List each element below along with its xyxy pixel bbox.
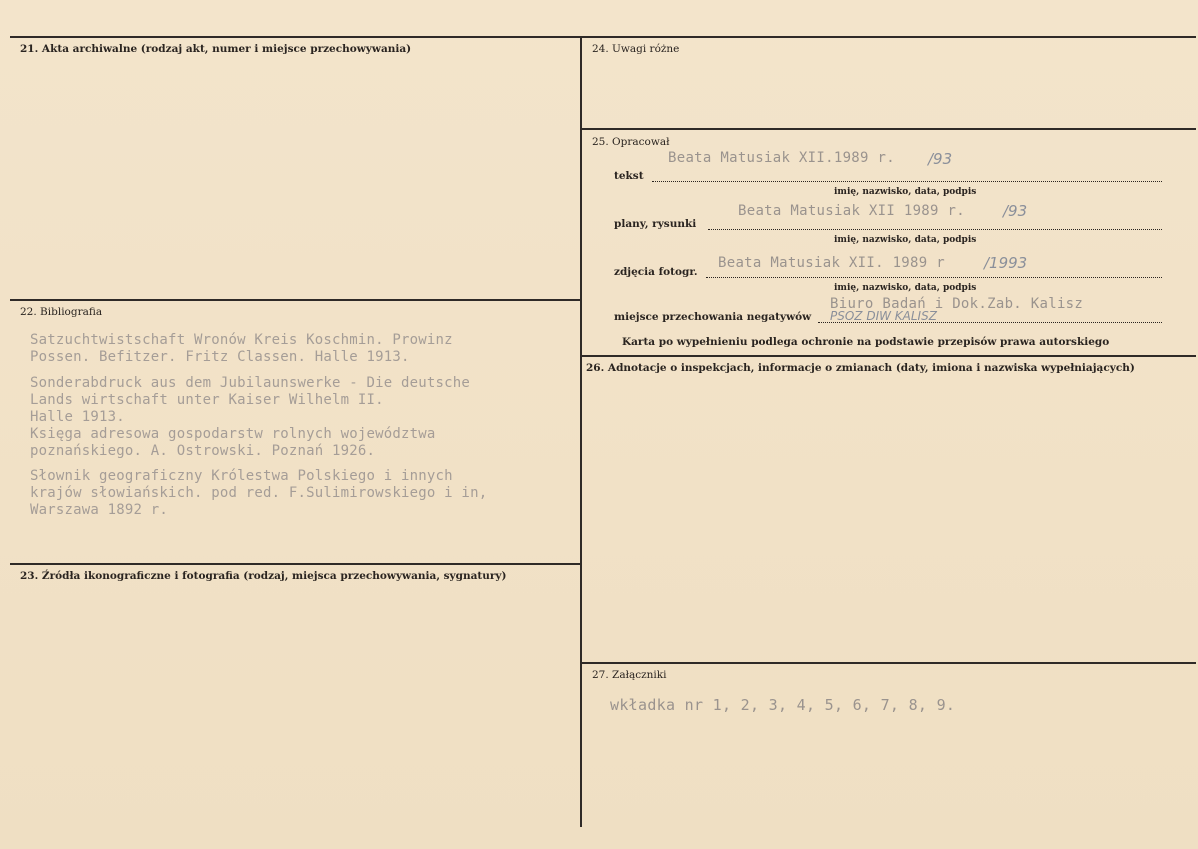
bibliography-line: Sonderabdruck aus dem Jubilaunswerke - Die deutsche [30, 375, 471, 391]
zdjecia-value: Beata Matusiak XII. 1989 r [718, 255, 945, 271]
section-22-title: 22. Bibliografia [20, 306, 103, 318]
plany-handwritten: /93 [1003, 202, 1028, 220]
rule-24-25 [582, 128, 1196, 130]
bibliography-line: Księga adresowa gospodarstw rolnych województwa [30, 426, 436, 442]
bibliography-line: Lands wirtschaft unter Kaiser Wilhelm II. [30, 392, 384, 408]
zdjecia-label: zdjęcia fotogr. [614, 266, 698, 278]
copyright-note: Karta po wypełnieniu podlega ochronie na podstawie przepisów prawa autorskiego [622, 336, 1110, 348]
plany-label: plany, rysunki [614, 218, 697, 230]
bibliography-line: Satzuchtwistschaft Wronów Kreis Koschmin. Prowinz [30, 332, 453, 348]
tekst-handwritten: /93 [928, 150, 953, 168]
section-27-title: 27. Załączniki [592, 669, 667, 681]
section-26-title: 26. Adnotacje o inspekcjach, informacje o zmianach (daty, imiona i nazwiska wypełniających) [586, 362, 1135, 374]
section-21-title: 21. Akta archiwalne (rodzaj akt, numer i miejsce przechowywania) [20, 43, 412, 55]
bibliography-line: Possen. Befitzer. Fritz Classen. Halle 1913. [30, 349, 410, 365]
tekst-value: Beata Matusiak XII.1989 r. [668, 150, 895, 166]
miejsce-value: Biuro Badań i Dok.Zab. Kalisz [830, 296, 1084, 312]
top-rule [10, 36, 1196, 38]
zdjecia-caption: imię, nazwisko, data, podpis [834, 283, 977, 293]
rule-26-27 [582, 662, 1196, 664]
section-23-title: 23. Źródła ikonograficzne i fotografia (rodzaj, miejsca przechowywania, sygnatury) [20, 570, 507, 582]
section-24-title: 24. Uwagi różne [592, 43, 680, 55]
rule-21-22 [10, 299, 582, 301]
plany-caption: imię, nazwisko, data, podpis [834, 235, 977, 245]
section-25-title: 25. Opracował [592, 136, 670, 148]
tekst-caption: imię, nazwisko, data, podpis [834, 187, 977, 197]
center-divider [580, 36, 582, 827]
rule-25-26 [582, 355, 1196, 357]
tekst-dotted-line [652, 181, 1162, 182]
miejsce-label: miejsce przechowania negatywów [614, 311, 812, 323]
zdjecia-handwritten: /1993 [984, 254, 1028, 272]
bibliography-line: Słownik geograficzny Królestwa Polskiego i innych [30, 468, 453, 484]
miejsce-handwritten: PSOZ DIW KALISZ [830, 309, 937, 323]
tekst-label: tekst [614, 170, 644, 182]
bibliography-line: poznańskiego. A. Ostrowski. Poznań 1926. [30, 443, 376, 459]
plany-value: Beata Matusiak XII 1989 r. [738, 203, 965, 219]
plany-dotted-line [708, 229, 1162, 230]
bibliography-line: Warszawa 1892 r. [30, 502, 169, 518]
zalaczniki-value: wkładka nr 1, 2, 3, 4, 5, 6, 7, 8, 9. [610, 696, 956, 714]
rule-22-23 [10, 563, 582, 565]
zdjecia-dotted-line [706, 277, 1162, 278]
miejsce-dotted-line [818, 322, 1162, 323]
bibliography-line: Halle 1913. [30, 409, 125, 425]
bibliography-line: krajów słowiańskich. pod red. F.Sulimirowskiego i in, [30, 485, 488, 501]
